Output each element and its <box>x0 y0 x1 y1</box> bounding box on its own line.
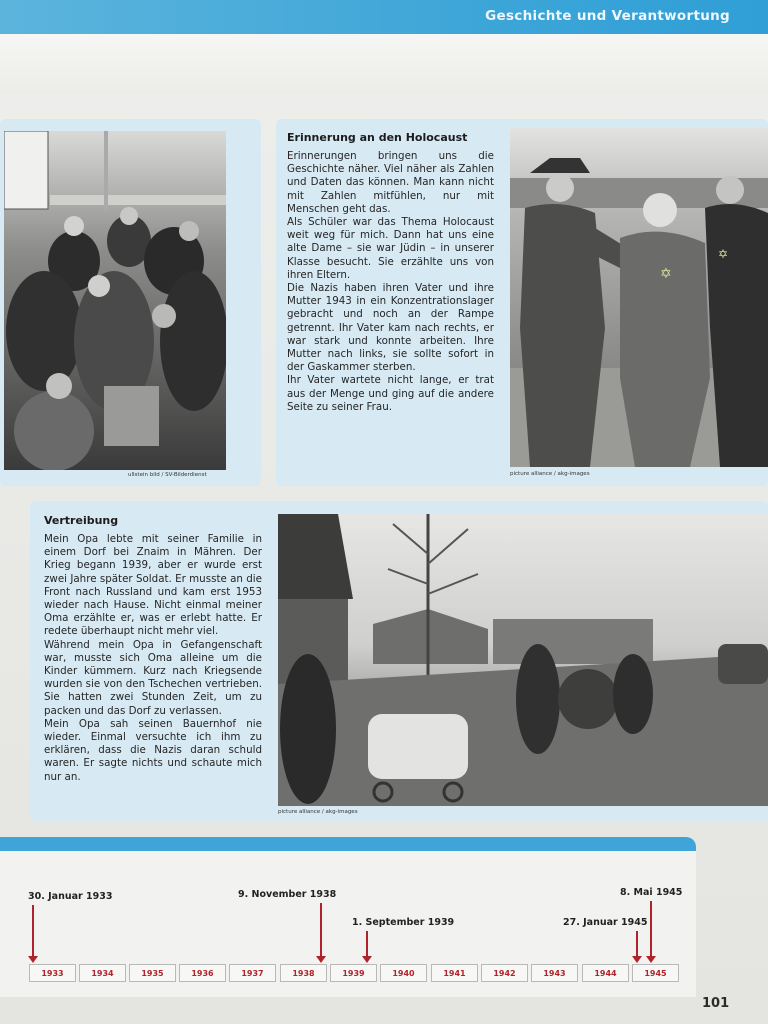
holocaust-paragraph: Erinnerungen bringen uns die Geschichte näher. Viel näher als Zahlen und Daten das können. Man kann nicht mit Zahlen mitfühlen, nur mit Menschen geht das. <box>287 150 494 215</box>
photo-crowd-shelter <box>4 131 226 470</box>
photo-credit-holocaust: picture alliance / akg-images <box>510 471 590 477</box>
vertreibung-paragraph: Mein Opa sah seinen Bauernhof nie wieder. Einmal versuchte ich ihm zu erklären, dass die Nazis daran schuld waren. Er sagte nichts und schaute mich nur an. <box>44 717 262 783</box>
timeline-year: 1935 <box>129 964 176 982</box>
timeline-arrow <box>320 903 322 957</box>
holocaust-paragraph: Die Nazis haben ihren Vater und ihre Mutter 1943 in ein Konzentrationslager gebracht und noch an der Rampe getrennt. Ihr Vater kam nach rechts, er war stark und konnte arbeiten. Ihre Mutter nach links, sie sollte sofort in der Gaskammer sterben. <box>287 282 494 374</box>
timeline-year: 1940 <box>380 964 427 982</box>
timeline-year: 1942 <box>481 964 528 982</box>
holocaust-title: Erinnerung an den Holocaust <box>287 131 468 144</box>
chapter-title: Geschichte und Verantwortung <box>485 8 730 24</box>
vertreibung-text <box>44 533 262 784</box>
timeline-arrow <box>636 931 638 957</box>
timeline-event-label: 27. Januar 1945 <box>563 917 648 928</box>
vertreibung-title: Vertreibung <box>44 514 119 527</box>
photo-expulsion-road <box>278 514 768 806</box>
timeline-year: 1945 <box>632 964 679 982</box>
timeline-arrow <box>650 901 652 957</box>
timeline-event-label: 8. Mai 1945 <box>620 887 683 898</box>
timeline-year: 1941 <box>431 964 478 982</box>
svg-text:✡: ✡ <box>718 247 729 261</box>
timeline-year: 1939 <box>330 964 377 982</box>
photo-credit-vertreibung: picture alliance / akg-images <box>278 809 358 815</box>
holocaust-text <box>287 150 494 414</box>
timeline-year: 1944 <box>582 964 629 982</box>
page-top-margin <box>0 34 768 94</box>
holocaust-paragraph: Als Schüler war das Thema Holocaust weit weg für mich. Dann hat uns eine alte Dame – sie war Jüdin – in unserer Klasse besucht. Sie erzählte uns von ihren Eltern. <box>287 216 494 281</box>
timeline-arrow <box>366 931 368 957</box>
svg-text:✡: ✡ <box>660 266 672 282</box>
timeline-event-label: 9. November 1938 <box>238 889 337 900</box>
vertreibung-paragraph: Während mein Opa in Gefangenschaft war, musste sich Oma alleine um die Kinder kümmern. Kurz nach Kriegsende wurden sie von den Tschechen vertrieben. Sie hatten zwei Stunden Zeit, um zu packen und das Dorf zu verlassen. <box>44 638 262 717</box>
chapter-header-bar <box>0 0 768 34</box>
vertreibung-paragraph: Mein Opa lebte mit seiner Familie in einem Dorf bei Znaim in Mähren. Der Krieg begann 1939, aber er wurde erst zwei Jahre später Soldat. Er musste an die Front nach Russland und kam erst 1953 wieder nach Hause. Nicht einmal meiner Oma erzählte er, was er erlebt hatte. Er redete überhaupt nicht mehr viel. <box>44 533 262 638</box>
timeline-year: 1934 <box>79 964 126 982</box>
photo-credit-left: ullstein bild / SV-Bilderdienst <box>128 472 207 478</box>
timeline-year: 1933 <box>29 964 76 982</box>
timeline-event-label: 30. Januar 1933 <box>28 891 113 902</box>
photo-camp-ramp <box>510 128 768 467</box>
timeline-year: 1938 <box>280 964 327 982</box>
timeline-year: 1943 <box>531 964 578 982</box>
holocaust-paragraph: Ihr Vater wartete nicht lange, er trat aus der Menge und ging auf die andere Seite zu seiner Frau. <box>287 374 494 413</box>
timeline-event-label: 1. September 1939 <box>352 917 455 928</box>
timeline-arrow <box>32 905 34 957</box>
timeline-year: 1937 <box>229 964 276 982</box>
timeline-year: 1936 <box>179 964 226 982</box>
page-number: 101 <box>702 996 730 1011</box>
